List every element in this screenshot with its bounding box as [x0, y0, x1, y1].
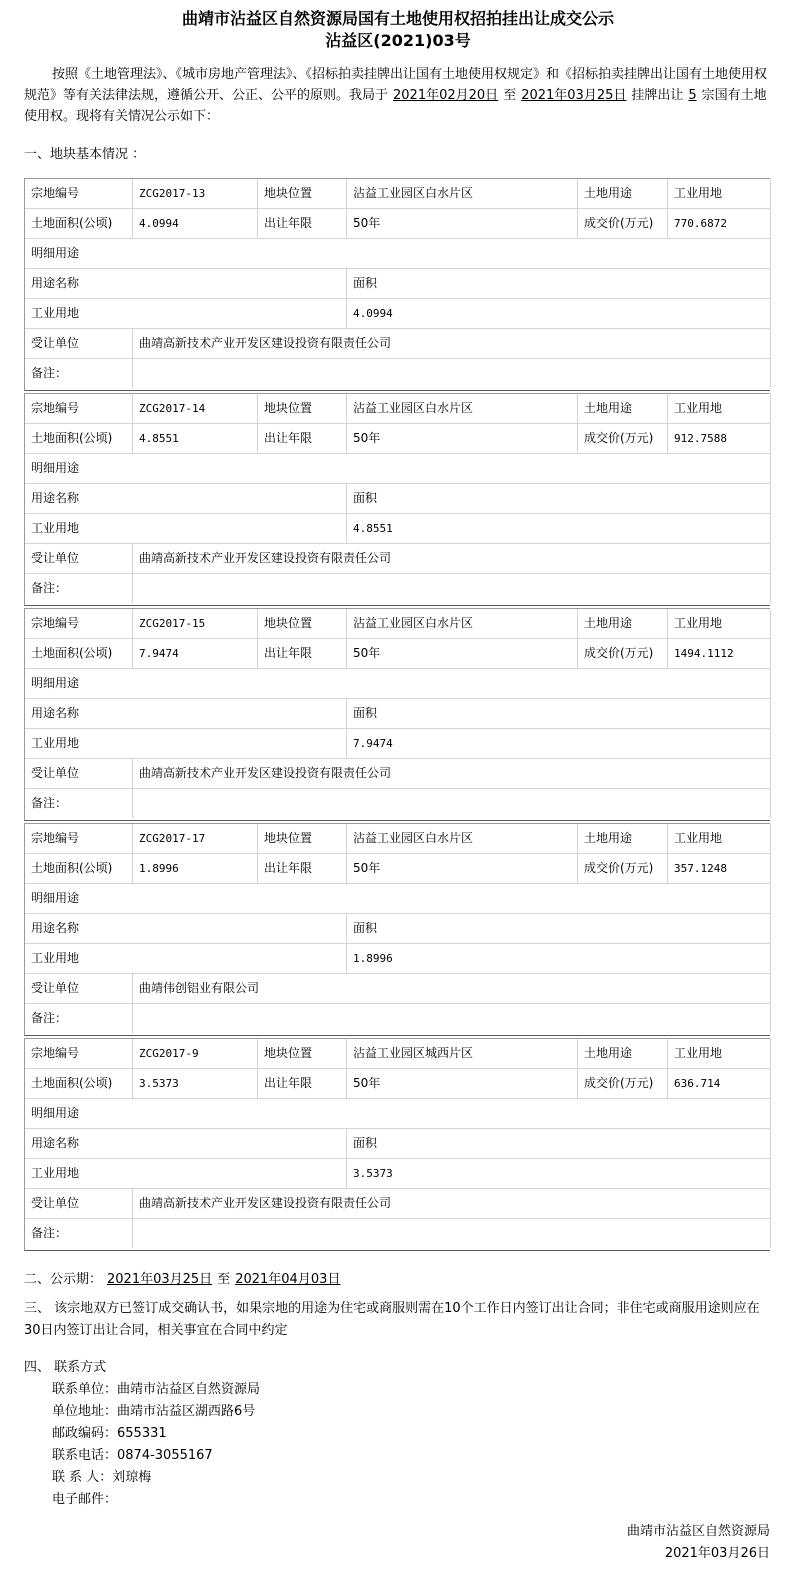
- land-use-value: 工业用地: [668, 609, 771, 638]
- area-label: 土地面积(公顷): [25, 639, 133, 668]
- area-value: 4.0994: [133, 209, 258, 238]
- location-value: 沾益工业园区白水片区: [347, 394, 578, 423]
- parcel-no-label: 宗地编号: [25, 394, 133, 423]
- buyer-label: 受让单位: [25, 1189, 133, 1218]
- detail-use-row: [25, 1099, 771, 1129]
- listing-end-date: 2021年03月25日: [521, 88, 627, 103]
- use-name-value: 工业用地: [25, 514, 347, 543]
- section-1-title: 一、地块基本情况 ：: [24, 147, 146, 162]
- land-use-label: 土地用途: [578, 179, 668, 208]
- remark-label: 备注：: [25, 359, 133, 388]
- land-use-label: 土地用途: [578, 1039, 668, 1068]
- price-value: 1494.1112: [668, 639, 771, 668]
- term-label: 出让年限: [258, 1069, 347, 1098]
- buyer-label: 受让单位: [25, 544, 133, 573]
- intro-text-1: 按照《土地管理法》、《城市房地产管理法》、《招标拍卖挂牌出让国有土地使用权规定》和《招标拍卖挂牌出让国有土地使用权规范》等有关法律法规，遵循公开、公正、公平的原则。我局于: [24, 67, 768, 103]
- parcel-no-value: ZCG2017-13: [133, 179, 258, 208]
- detail-value-row: [25, 944, 771, 974]
- remark-row: [25, 359, 771, 389]
- detail-use-label: 明细用途: [25, 884, 771, 913]
- location-label: 地块位置: [258, 394, 347, 423]
- detail-use-row: [25, 669, 771, 699]
- parcel-header-row: [25, 1039, 771, 1069]
- parcel-no-value: ZCG2017-14: [133, 394, 258, 423]
- buyer-value: 曲靖高新技术产业开发区建设投资有限责任公司: [133, 759, 771, 788]
- land-use-value: 工业用地: [668, 394, 771, 423]
- use-name-header: 用途名称: [25, 914, 347, 943]
- remark-label: 备注：: [25, 574, 133, 603]
- detail-use-label: 明细用途: [25, 454, 771, 483]
- location-value: 沾益工业园区城西片区: [347, 1039, 578, 1068]
- publicity-start-date: 2021年03月25日: [107, 1272, 213, 1287]
- remark-label: 备注：: [25, 789, 133, 818]
- area-value: 1.8996: [133, 854, 258, 883]
- buyer-value: 曲靖伟创铝业有限公司: [133, 974, 771, 1003]
- price-label: 成交价(万元): [578, 639, 668, 668]
- detail-use-row: [25, 454, 771, 484]
- use-name-value: 工业用地: [25, 944, 347, 973]
- term-value: 50年: [347, 854, 578, 883]
- publicity-end-date: 2021年04月03日: [235, 1272, 341, 1287]
- location-label: 地块位置: [258, 824, 347, 853]
- section-3-contract-note: 三、 该宗地双方已签订成交确认书，如果宗地的用途为住宅或商服则需在10个工作日内签订出让合同；非住宅或商服用途则应在30日内签订出让合同，相关事宜在合同中约定: [24, 1301, 760, 1338]
- detail-area-value: 4.8551: [347, 514, 771, 543]
- parcel-count: 5: [688, 88, 697, 103]
- detail-header-row: [25, 269, 771, 299]
- price-label: 成交价(万元): [578, 424, 668, 453]
- parcel-table: [24, 608, 770, 821]
- parcel-no-value: ZCG2017-9: [133, 1039, 258, 1068]
- parcel-table: [24, 1038, 770, 1251]
- contact-email: 电子邮件：: [52, 1492, 118, 1507]
- signature-date: 2021年03月26日: [664, 1546, 770, 1561]
- area-label: 土地面积(公顷): [25, 424, 133, 453]
- location-value: 沾益工业园区白水片区: [347, 179, 578, 208]
- remark-row: [25, 1219, 771, 1249]
- area-label: 土地面积(公顷): [25, 854, 133, 883]
- detail-header-row: [25, 1129, 771, 1159]
- intro-to: 至: [503, 88, 517, 103]
- land-use-label: 土地用途: [578, 824, 668, 853]
- price-value: 912.7588: [668, 424, 771, 453]
- buyer-value: 曲靖高新技术产业开发区建设投资有限责任公司: [133, 329, 771, 358]
- use-name-header: 用途名称: [25, 699, 347, 728]
- detail-area-value: 1.8996: [347, 944, 771, 973]
- term-value: 50年: [347, 424, 578, 453]
- area-label: 土地面积(公顷): [25, 1069, 133, 1098]
- remark-label: 备注：: [25, 1219, 133, 1248]
- price-value: 770.6872: [668, 209, 771, 238]
- detail-area-value: 3.5373: [347, 1159, 771, 1188]
- parcel-table: [24, 393, 770, 606]
- parcel-header-row: [25, 394, 771, 424]
- price-label: 成交价(万元): [578, 1069, 668, 1098]
- area-header: 面积: [347, 914, 771, 943]
- detail-value-row: [25, 514, 771, 544]
- parcel-no-label: 宗地编号: [25, 609, 133, 638]
- location-value: 沾益工业园区白水片区: [347, 609, 578, 638]
- contact-address: 单位地址：曲靖市沾益区湖西路6号: [52, 1404, 256, 1419]
- area-header: 面积: [347, 699, 771, 728]
- term-value: 50年: [347, 1069, 578, 1098]
- remark-value: [133, 789, 771, 818]
- buyer-row: [25, 329, 771, 359]
- parcel-area-row: [25, 639, 771, 669]
- buyer-value: 曲靖高新技术产业开发区建设投资有限责任公司: [133, 1189, 771, 1218]
- parcel-area-row: [25, 854, 771, 884]
- term-value: 50年: [347, 209, 578, 238]
- use-name-value: 工业用地: [25, 1159, 347, 1188]
- parcel-header-row: [25, 179, 771, 209]
- detail-header-row: [25, 914, 771, 944]
- remark-value: [133, 574, 771, 603]
- parcel-header-row: [25, 609, 771, 639]
- parcel-table: [24, 178, 770, 391]
- land-use-value: 工业用地: [668, 1039, 771, 1068]
- publicity-period: [24, 1268, 345, 1287]
- land-use-value: 工业用地: [668, 179, 771, 208]
- contact-phone: 联系电话：0874-3055167: [52, 1448, 213, 1463]
- parcel-no-value: ZCG2017-17: [133, 824, 258, 853]
- land-use-label: 土地用途: [578, 609, 668, 638]
- listing-start-date: 2021年02月20日: [393, 88, 499, 103]
- buyer-label: 受让单位: [25, 974, 133, 1003]
- detail-area-value: 4.0994: [347, 299, 771, 328]
- remark-row: [25, 1004, 771, 1034]
- remark-value: [133, 1219, 771, 1248]
- detail-value-row: [25, 1159, 771, 1189]
- intro-paragraph: [24, 64, 776, 127]
- buyer-row: [25, 1189, 771, 1219]
- land-use-value: 工业用地: [668, 824, 771, 853]
- land-use-label: 土地用途: [578, 394, 668, 423]
- buyer-label: 受让单位: [25, 759, 133, 788]
- term-label: 出让年限: [258, 639, 347, 668]
- detail-use-label: 明细用途: [25, 669, 771, 698]
- contact-unit: 联系单位：曲靖市沾益区自然资源局: [52, 1382, 261, 1397]
- publicity-to: 至: [217, 1272, 231, 1287]
- area-header: 面积: [347, 484, 771, 513]
- location-value: 沾益工业园区白水片区: [347, 824, 578, 853]
- contact-postcode: 邮政编码：655331: [52, 1426, 167, 1441]
- use-name-value: 工业用地: [25, 729, 347, 758]
- signature-org: 曲靖市沾益区自然资源局: [626, 1524, 770, 1539]
- term-label: 出让年限: [258, 209, 347, 238]
- buyer-row: [25, 544, 771, 574]
- location-label: 地块位置: [258, 1039, 347, 1068]
- price-label: 成交价(万元): [578, 854, 668, 883]
- remark-value: [133, 1004, 771, 1033]
- contact-person: 联 系 人：刘琼梅: [52, 1470, 152, 1485]
- detail-use-label: 明细用途: [25, 1099, 771, 1128]
- parcel-header-row: [25, 824, 771, 854]
- parcel-area-row: [25, 209, 771, 239]
- area-label: 土地面积(公顷): [25, 209, 133, 238]
- term-value: 50年: [347, 639, 578, 668]
- price-value: 636.714: [668, 1069, 771, 1098]
- detail-value-row: [25, 299, 771, 329]
- buyer-row: [25, 974, 771, 1004]
- price-value: 357.1248: [668, 854, 771, 883]
- detail-header-row: [25, 484, 771, 514]
- detail-value-row: [25, 729, 771, 759]
- area-header: 面积: [347, 1129, 771, 1158]
- page-title: 曲靖市沾益区自然资源局国有土地使用权招拍挂出让成交公示: [181, 9, 614, 28]
- parcel-area-row: [25, 1069, 771, 1099]
- document-number: 沾益区(2021)03号: [325, 31, 471, 50]
- detail-use-label: 明细用途: [25, 239, 771, 268]
- term-label: 出让年限: [258, 424, 347, 453]
- detail-area-value: 7.9474: [347, 729, 771, 758]
- intro-text-2: 挂牌出让: [631, 88, 684, 103]
- use-name-header: 用途名称: [25, 269, 347, 298]
- buyer-row: [25, 759, 771, 789]
- publicity-label: 二、公示期：: [24, 1272, 103, 1287]
- intro-text-3: 宗国有土地使用权。现将有关情况公示如下：: [24, 88, 767, 124]
- parcel-area-row: [25, 424, 771, 454]
- location-label: 地块位置: [258, 179, 347, 208]
- term-label: 出让年限: [258, 854, 347, 883]
- use-name-header: 用途名称: [25, 484, 347, 513]
- detail-use-row: [25, 239, 771, 269]
- area-value: 7.9474: [133, 639, 258, 668]
- buyer-value: 曲靖高新技术产业开发区建设投资有限责任公司: [133, 544, 771, 573]
- area-value: 4.8551: [133, 424, 258, 453]
- buyer-label: 受让单位: [25, 329, 133, 358]
- parcel-no-label: 宗地编号: [25, 824, 133, 853]
- area-header: 面积: [347, 269, 771, 298]
- parcel-no-label: 宗地编号: [25, 179, 133, 208]
- remark-row: [25, 574, 771, 604]
- detail-header-row: [25, 699, 771, 729]
- parcel-no-value: ZCG2017-15: [133, 609, 258, 638]
- section-4-title: 四、 联系方式: [24, 1360, 107, 1375]
- remark-label: 备注：: [25, 1004, 133, 1033]
- location-label: 地块位置: [258, 609, 347, 638]
- detail-use-row: [25, 884, 771, 914]
- remark-value: [133, 359, 771, 388]
- price-label: 成交价(万元): [578, 209, 668, 238]
- use-name-value: 工业用地: [25, 299, 347, 328]
- remark-row: [25, 789, 771, 819]
- area-value: 3.5373: [133, 1069, 258, 1098]
- parcel-table: [24, 823, 770, 1036]
- use-name-header: 用途名称: [25, 1129, 347, 1158]
- parcel-no-label: 宗地编号: [25, 1039, 133, 1068]
